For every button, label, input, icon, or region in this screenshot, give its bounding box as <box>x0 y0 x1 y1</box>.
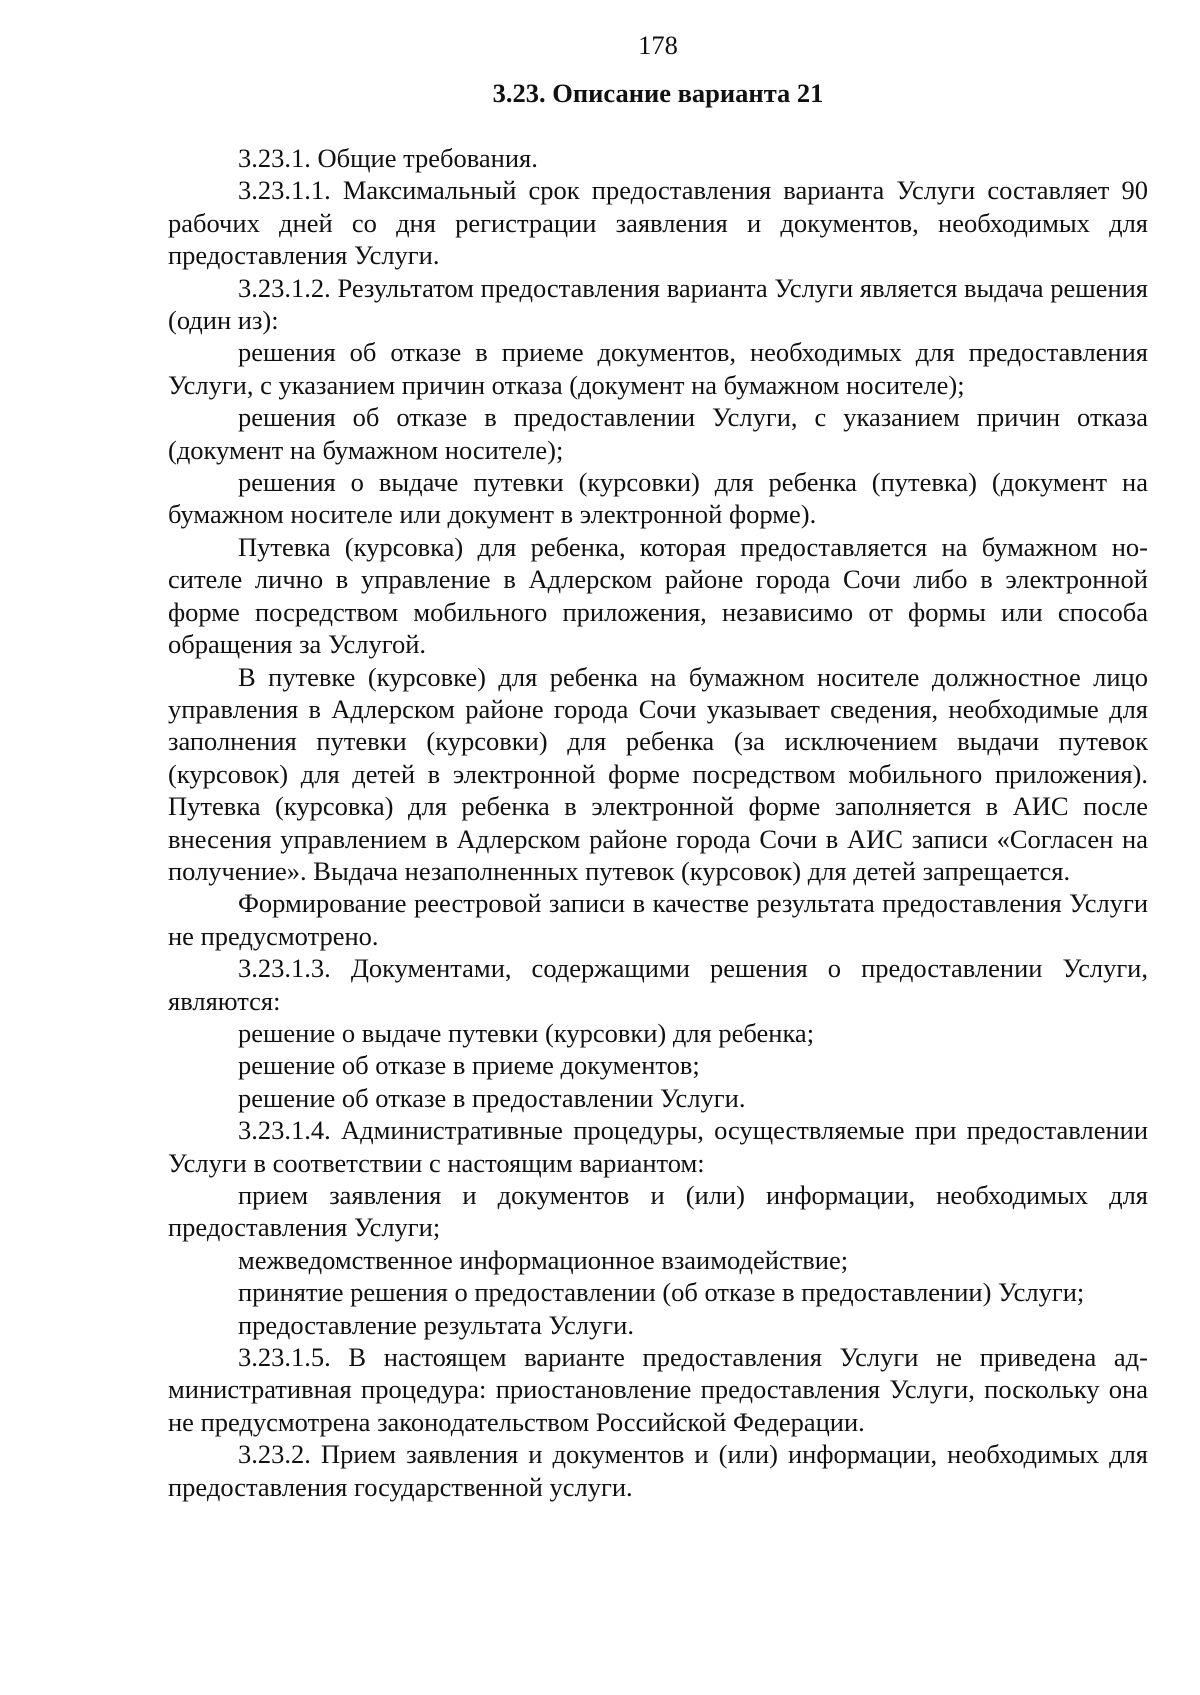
list-item-decision-refusal-service: решение об отказе в предоставлении Услуги. <box>238 1082 746 1113</box>
paragraph-result-voucher: решения о выдаче путевки (курсовки) для ребенка (путевка) (документ на бумажном носителе или документ в электронной форме). <box>168 467 1148 530</box>
list-item-decision-voucher: решение о выдаче путевки (курсовки) для ребенка; <box>238 1017 815 1048</box>
paragraph-result-refusal-service: решения об отказе в предоставлении Услуги, с указанием причин отказа (документ на бумажном носителе); <box>168 402 1148 465</box>
section-title: 3.23. Описание варианта 21 <box>492 78 824 108</box>
list-item-procedure-result: предоставление результата Услуги. <box>238 1309 634 1340</box>
paragraph-decision-documents: 3.23.1.3. Документами, содержащими решения о предоставлении Услуги, являются: <box>168 953 1148 1016</box>
paragraph-registry-record: Формирование реестровой записи в качестве результата предоставления Услуги не предусмотрено. <box>168 888 1148 951</box>
paragraph-suspension-note: 3.23.1.5. В настоящем варианте предоставления Услуги не приведена административная процедура: приостановление предоставления Услуги, поскольку она не предусмотрена законодательством Российской Федерации. <box>168 1342 1148 1437</box>
list-item-decision-refusal-docs: решение об отказе в приеме документов; <box>238 1050 700 1081</box>
paragraph-result-refusal-docs: решения об отказе в приеме документов, необходимых для предоставления Услуги, с указанием причин отказа (документ на бумажном носителе); <box>168 337 1148 400</box>
paragraph-voucher-filling: В путевке (курсовке) для ребенка на бумажном носителе должностное лицо управления в Адлерском районе города Сочи указывает сведения, необходимые для заполнения путевки (курсовки) для ребенка (за исключением выдачи путевок (курсовок) для детей в электронной форме посредством мобильного приложения). Путевка (курсовка) для ребенка в электронной форме заполняется в АИС после внесения управлением в Адлерском районе города Сочи в АИС записи «Согласен на получение». Выдача незаполненных путевок (курсовок) для детей запрещается. <box>168 661 1148 886</box>
list-item-procedure-decision: принятие решения о предоставлении (об отказе в предоставлении) Услуги; <box>238 1277 1085 1308</box>
list-item-procedure-interagency: межведомственное информационное взаимодействие; <box>238 1244 849 1275</box>
list-item-procedure-intake: прием заявления и документов и (или) информации, необходимых для предоставления Услуги; <box>168 1180 1148 1243</box>
paragraph-max-term: 3.23.1.1. Максимальный срок предоставления варианта Услуги составляет 90 рабочих дней со дня регистрации заявления и документов, необходимых для предоставления Услуги. <box>168 175 1148 271</box>
paragraph-admin-procedures: 3.23.1.4. Административные процедуры, осуществляемые при предоставлении Услуги в соответствии с настоящим вариантом: <box>168 1115 1148 1178</box>
paragraph-voucher-delivery: Путевка (курсовка) для ребенка, которая предоставляется на бумажном носителе лично в управление в Адлерском районе города Сочи либо в электронной форме посредством мобильного приложения, независимо от формы или способа обращения за Услугой. <box>168 531 1148 660</box>
paragraph-intake-heading: 3.23.2. Прием заявления и документов и (или) информации, необходимых для предоставления государственной услуги. <box>168 1439 1148 1502</box>
page-number: 178 <box>638 30 678 60</box>
document-page <box>168 28 1148 1503</box>
paragraph-general-requirements: 3.23.1. Общие требования. <box>238 143 538 173</box>
paragraph-result: 3.23.1.2. Результатом предоставления варианта Услуги является выдача решения (один из): <box>168 272 1148 336</box>
